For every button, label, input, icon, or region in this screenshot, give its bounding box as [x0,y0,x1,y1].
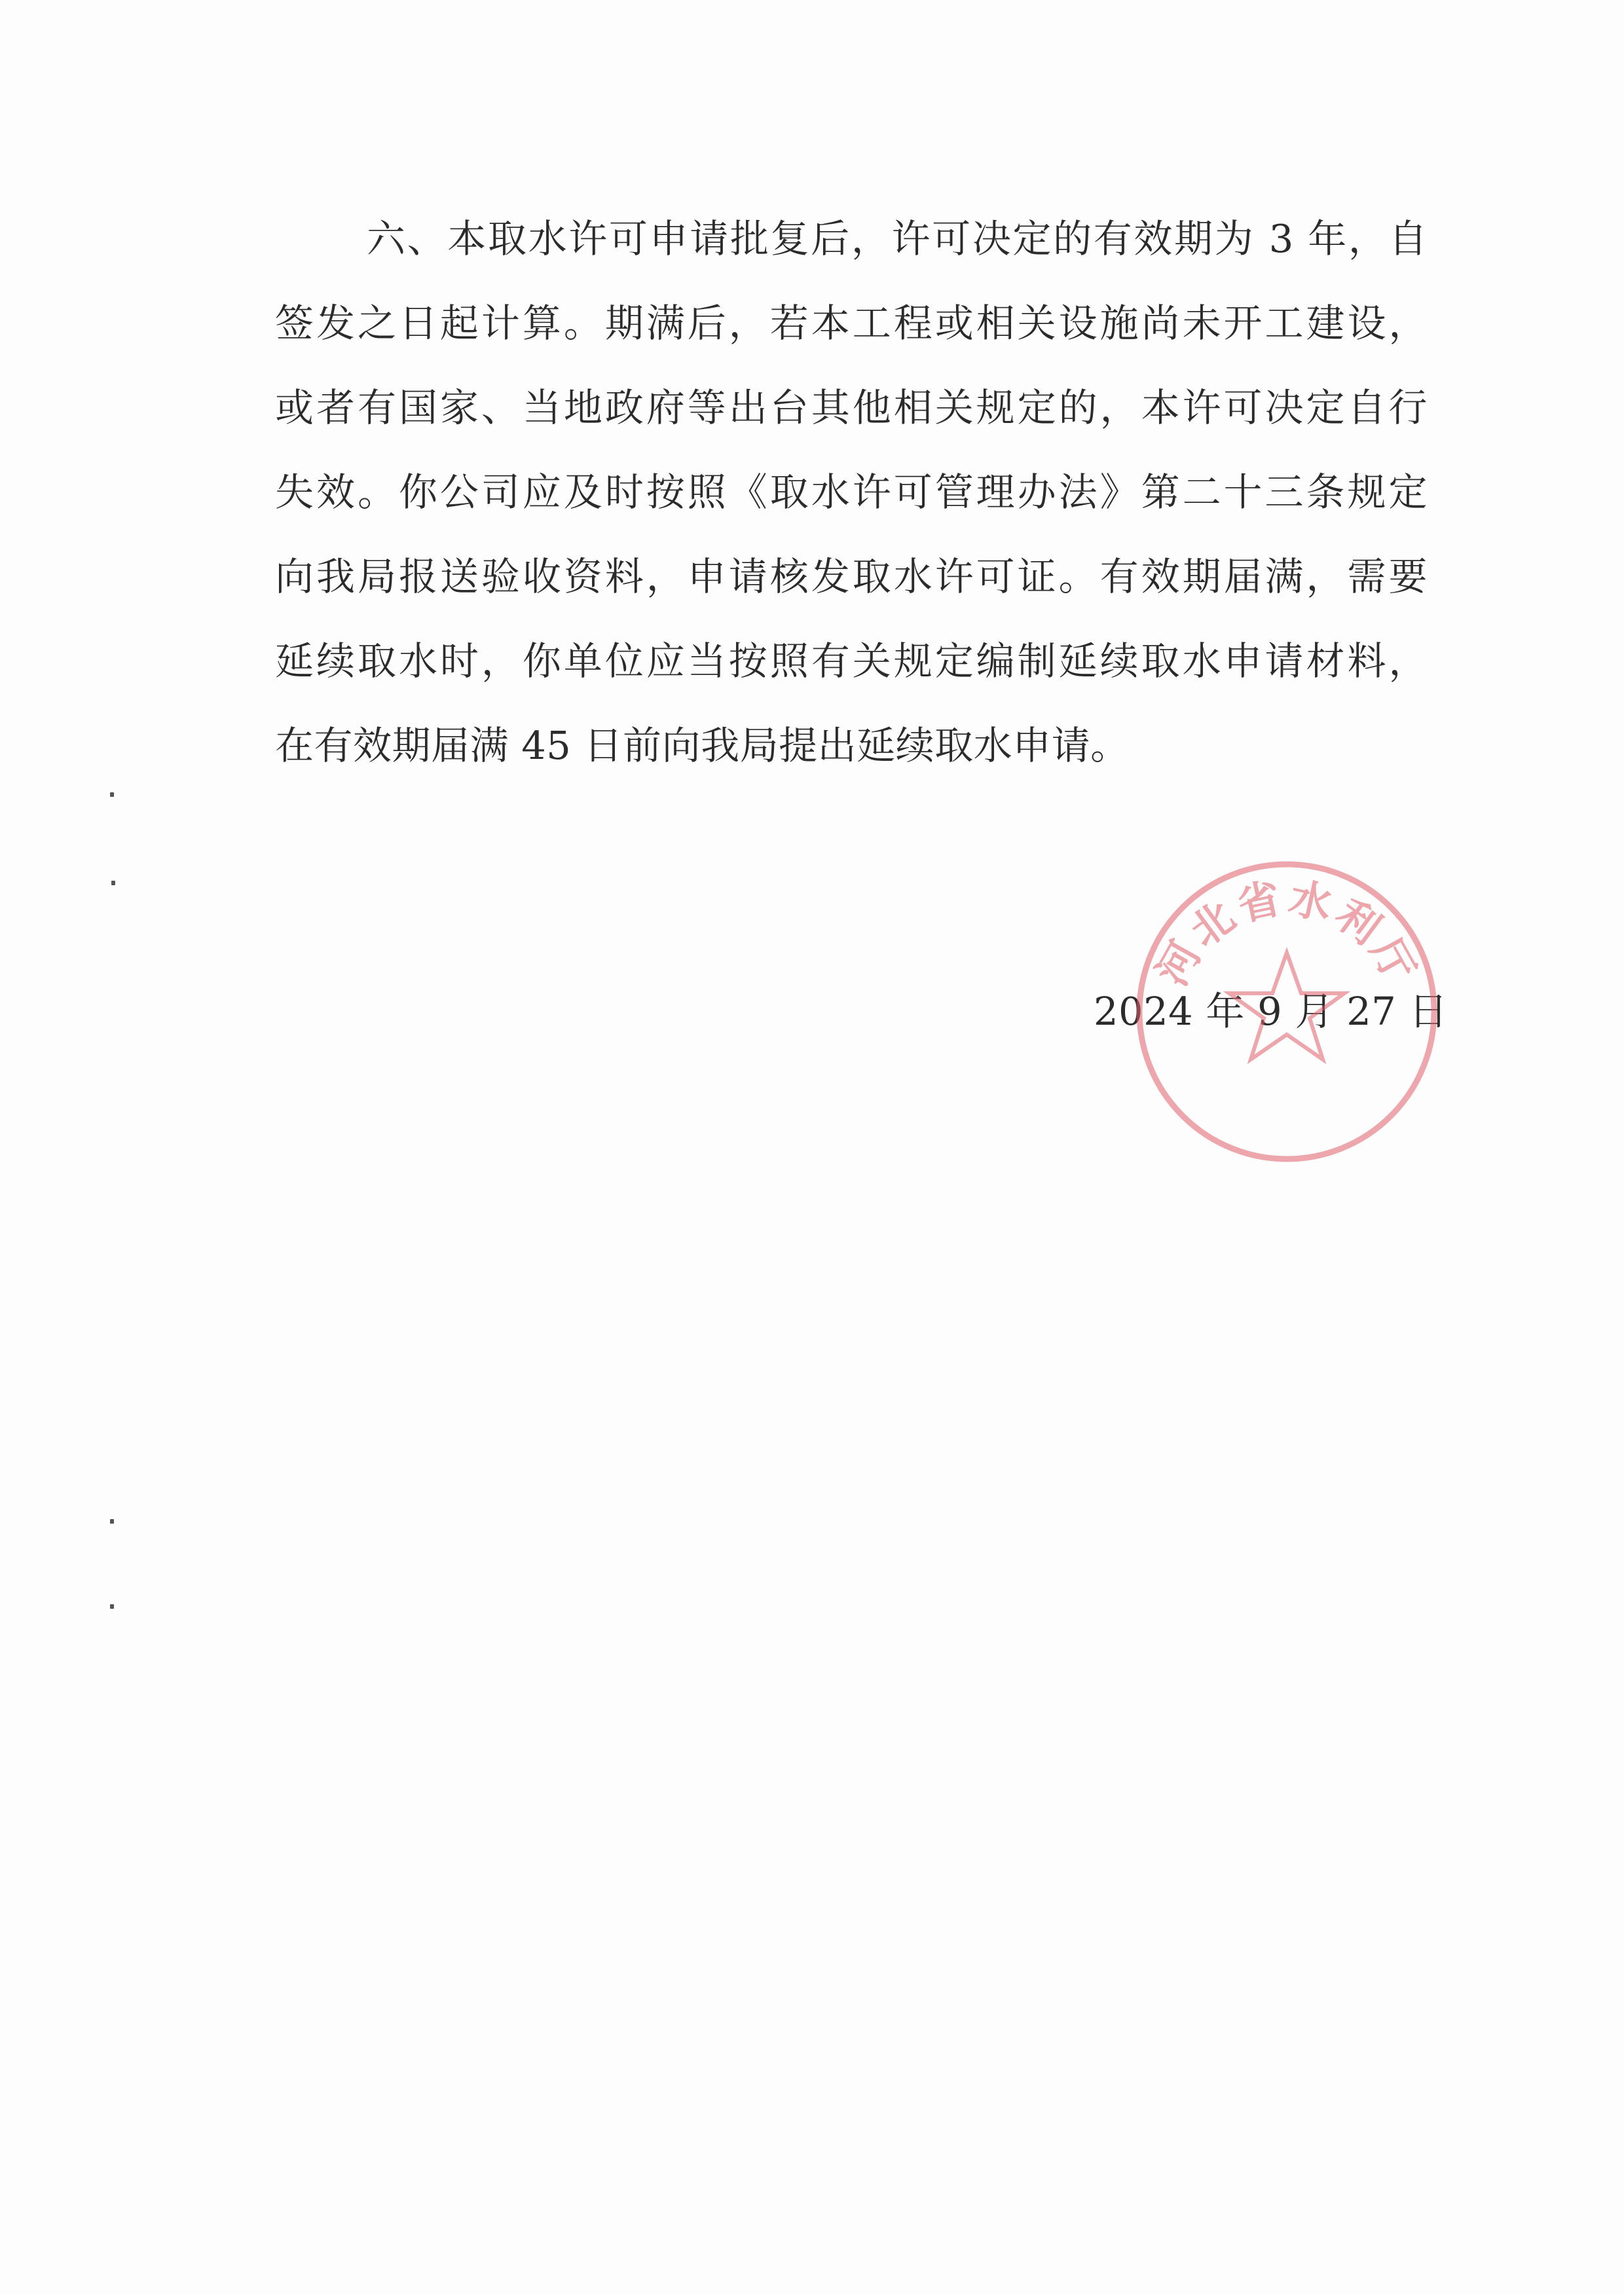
paragraph-line-3: 或者有国家、当地政府等出台其他相关规定的，本许可决定自行 [275,385,1428,430]
paragraph-line-6: 延续取水时，你单位应当按照有关规定编制延续取水申请材料， [275,638,1428,684]
scan-mark [110,792,114,797]
paragraph-line-4: 失效。你公司应及时按照《取水许可管理办法》第二十三条规定 [275,469,1428,515]
scan-mark [111,881,115,885]
paragraph-line-1: 六、本取水许可申请批复后，许可决定的有效期为 3 年，自 [367,216,1428,261]
issue-date: 2024 年 9 月 27 日 [1094,989,1449,1034]
seal-star-icon [1229,953,1344,1059]
paragraph-line-5: 向我局报送验收资料，申请核发取水许可证。有效期届满，需要 [275,554,1428,599]
scan-mark [110,1519,114,1524]
seal-text: 河北省水利厅 [1147,873,1426,994]
paragraph-line-2: 签发之日起计算。期满后，若本工程或相关设施尚未开工建设， [275,301,1428,346]
paragraph-six [275,196,1428,788]
scan-mark [110,1604,114,1609]
official-seal [1130,854,1444,1169]
seal-outer-ring [1139,864,1434,1159]
paragraph-line-7: 在有效期届满 45 日前向我局提出延续取水申请。 [275,723,1130,768]
